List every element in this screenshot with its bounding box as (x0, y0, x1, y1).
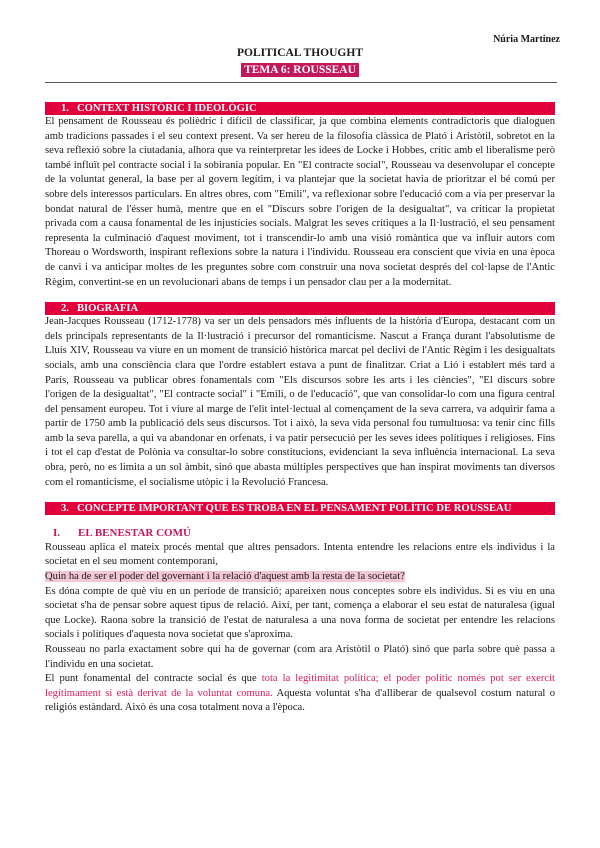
header-divider (45, 82, 557, 83)
p3-end: Aquesta voluntat s'ha d'alliberar de qualsevol costum natural o religiós estàndard. Això és una cosa totalment nova a l'època. (45, 687, 555, 714)
document-title: POLITICAL THOUGHT (236, 47, 363, 59)
section-3-title: CONCEPTE IMPORTANT QUE ES TROBA EN EL PENSAMENT POLÍTIC DE ROUSSEAU (76, 503, 512, 515)
p3-start: El punt fonamental del contracte social és que (45, 673, 262, 685)
subsection-number: I. (53, 527, 61, 540)
document-subtitle: TEMA 6: ROUSSEAU (241, 63, 359, 77)
subsection-title: EL BENESTAR COMÚ (78, 527, 191, 540)
section-2-paragraph: Jean-Jacques Rousseau (1712-1778) va ser un dels pensadors més influents de la història d'Europa, destacant com un dels principals representants de la Il·lustració i precursor del romanticisme. Nascut a França durant l'absolutisme de Lluís XIV, Rousseau va viure en un moment de transició històrica marcat pel declivi de l'Antic Règim i les desigualtats socials, amb una consciència clara que l'ordre establert estava a punt de finalitzar. Criat a Lió i establert més tard a París, Rousseau va publicar obres fonamentals com "Els discursos sobre les arts i les ciències", "El discurs sobre l'origen de la desigualtat", "El contracte social" i "Emili, o de l'educació", que van consolidar-lo com una figura central del pensament europeu. Tot i viure al marge de l'elit intel·lectual al començament de la seva carrera, va adquirir fama a partir de 1750 amb la publicació dels seus discursos. Tot i això, la seva vida personal fou tumultuosa: va tenir cinc fills amb la seva parella, a qui va abandonar en orfenats, i va patir persecució per les seves idees polítiques i religioses. Fins i tot el cap d'estat de Polònia va consultar-lo sobre constitucions, evidenciant la seva influència internacional. La seva obra, però, no es limita a un sol àmbit, sinó que abasta múltiples perspectives que han inspirat moviments tan diversos com el romanticisme, el socialisme utòpic i la Revolució Francesa. (45, 316, 555, 488)
section-1-heading (45, 102, 555, 115)
section-3-heading (45, 502, 555, 515)
p3-highlight: tota la legitimitat política; el poder polític només pot ser exercit legítimament si està derivat de la voluntat comuna. (45, 673, 555, 699)
section-3-number: 3. (61, 503, 69, 515)
subsection-paragraph-2: Rousseau no parla exactament sobre qui ha de governar (com ara Aristòtil o Plató) sinó que parla sobre què passa a l'individu en una societat. (45, 644, 555, 670)
section-2-title: BIOGRAFIA (76, 303, 139, 315)
document-body (45, 102, 555, 716)
author-name: Núria Martinez (493, 34, 560, 45)
section-1-number: 1. (61, 103, 69, 114)
section-1-paragraph: El pensament de Rousseau és polièdric i difícil de classificar, ja que combina elements contradictoris que dialoguen amb tradicions passades i el seu context present. Va ser hereu de la filosofia clàssica de Plató i Aristòtil, sobretot en la seva reflexió sobre la ciutadania, alhora que va reinterpretar les idees de Locke i Hobbes, crític amb el liberalisme però també influït pel contracte social i la sobirania popular. En "El contracte social", Rousseau va desenvolupar el concepte de la voluntat general, la base per al govern legítim, i va plantejar que la societat havia de prioritzar el bé comú per sobre dels interessos particulars. En altres obres, com "Emili", va reflexionar sobre l'educació com a via per preservar la bondat natural de l'ésser humà, mentre que en el "Discurs sobre l'origen de la desigualtat", va criticar la propietat privada com a causa fonamental de les injustícies socials. Malgrat les seves crítiques a la Il·lustració, el seu pensament representa la culminació d'aquest moviment, tot i transcendir-lo amb una visió romàntica que va influir autors com Thoreau o Wordsworth, inspirant reflexions sobre la natura i l'individu. Rousseau era conscient que vivia en una època de canvi i va anticipar moltes de les preguntes sobre com construir una nova societat després del col·lapse de l'Antic Règim, convertint-se en un revolucionari abans de temps i un pensador clau per a la modernitat. (45, 116, 555, 288)
document-header (0, 46, 600, 78)
subsection-heading (45, 526, 555, 541)
section-2-number: 2. (61, 303, 69, 315)
question-highlight: Quin ha de ser el poder del governant i la relació d'aquest amb la resta de la societat? (45, 571, 405, 583)
subsection-paragraph-1: Es dóna compte de què viu en un període de transició; apareixen nous conceptes sobre els individus. Si es viu en una societat s'ha de pensar sobre aquest tipus de relació. Així, per tant, comença a elaborar el seu estat de naturalesa (igual que Locke). Raona sobre la transició de l'estat de naturalesa a una nova forma de societat per entendre les relacions socials i polítiques d'aquesta nova societat que s'aproxima. (45, 585, 555, 641)
section-1-title: CONTEXT HISTÒRIC I IDEOLÒGIC (76, 103, 257, 114)
subsection-intro: Rousseau aplica el mateix procés mental que altres pensadors. Intenta entendre les relacions entre els individus i la societat en el seu moment contemporani, (45, 541, 555, 568)
subsection-paragraph-3 (45, 672, 555, 716)
highlighted-question (45, 570, 555, 585)
section-2-heading (45, 302, 555, 315)
